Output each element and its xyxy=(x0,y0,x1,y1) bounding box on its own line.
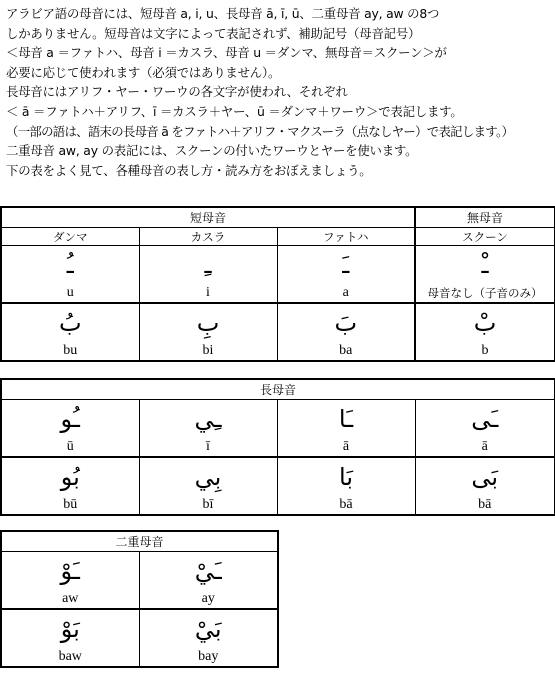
ba-reading: ba xyxy=(277,342,415,361)
long-a-alif-reading: ā xyxy=(277,438,415,457)
bay-reading: bay xyxy=(139,648,278,667)
intro-line-6: ＜ ā ＝ファトハ＋アリフ、ī ＝カスラ＋ヤー、ū ＝ダンマ＋ワーウ＞で表記します。 xyxy=(6,103,463,119)
ay-reading: ay xyxy=(139,590,278,609)
baa-maqsura-form: بَى xyxy=(471,463,499,491)
long-i-mark: ـِي xyxy=(194,405,222,433)
long-a-maqsura-reading: ā xyxy=(415,438,555,457)
diphthong-table xyxy=(0,530,279,668)
intro-line-4: 必要に応じて使われます（必須ではありません）。 xyxy=(6,64,281,80)
long-vowel-table xyxy=(0,378,555,516)
short-vowel-header: 短母音 xyxy=(1,207,415,228)
bu-form: بُ xyxy=(58,309,82,337)
intro-line-2: しかありません。短母音は文字によって表記されず、補助記号（母音記号） xyxy=(6,25,421,41)
intro-text xyxy=(6,4,554,180)
sukun-mark: ـْ xyxy=(481,251,489,279)
aw-reading: aw xyxy=(1,590,139,609)
fatha-reading: a xyxy=(277,284,415,303)
buu-reading: bū xyxy=(1,496,139,515)
b-form: بْ xyxy=(473,309,497,337)
sukun-reading: 母音なし（子音のみ） xyxy=(415,284,555,303)
bi-form: بِ xyxy=(196,309,220,337)
baa-alif-reading: bā xyxy=(277,496,415,515)
baw-reading: baw xyxy=(1,648,139,667)
fatha-mark: ـَ xyxy=(342,251,350,279)
no-vowel-header: 無母音 xyxy=(415,207,555,228)
long-i-reading: ī xyxy=(139,438,277,457)
kasra-header: カスラ xyxy=(139,228,277,246)
ba-form: بَ xyxy=(334,309,358,337)
intro-line-3: ＜母音 a ＝ファトハ、母音 i ＝カスラ、母音 u ＝ダンマ、無母音＝スクーン＞が xyxy=(6,45,447,61)
bu-reading: bu xyxy=(1,342,139,361)
buu-form: بُو xyxy=(60,463,80,491)
long-u-reading: ū xyxy=(1,438,139,457)
intro-line-5: 長母音にはアリフ・ヤー・ワーウの各文字が使われ、それぞれ xyxy=(6,84,348,100)
bii-reading: bī xyxy=(139,496,277,515)
aw-mark: ـَوْ xyxy=(60,557,80,585)
diphthong-header: 二重母音 xyxy=(1,531,278,552)
kasra-reading: i xyxy=(139,284,277,303)
damma-reading: u xyxy=(1,284,139,303)
damma-mark: ـُ xyxy=(66,251,74,279)
intro-line-1: アラビア語の母音には、短母音 a, i, u、長母音 ā, ī, ū、二重母音 ay, aw の8つ xyxy=(6,6,440,21)
short-vowel-table xyxy=(0,206,555,362)
intro-line-8: 二重母音 aw, ay の表記には、スクーンの付いたワーウとヤーを使います。 xyxy=(6,143,418,159)
fatha-header: ファトハ xyxy=(277,228,415,246)
baw-form: بَوْ xyxy=(60,615,80,643)
kasra-mark: ـِ xyxy=(204,251,212,279)
b-reading: b xyxy=(415,342,555,361)
sukun-header: スクーン xyxy=(415,228,555,246)
intro-line-9: 下の表をよく見て、各種母音の表し方・読み方をおぼえましょう。 xyxy=(6,162,372,178)
bi-reading: bi xyxy=(139,342,277,361)
damma-header: ダンマ xyxy=(1,228,139,246)
ay-mark: ـَيْ xyxy=(194,557,222,585)
bay-form: بَيْ xyxy=(194,615,222,643)
long-a-maqsura-mark: ـَى xyxy=(471,405,499,433)
long-a-alif-mark: ـَا xyxy=(338,405,354,433)
long-vowel-header: 長母音 xyxy=(1,379,555,400)
intro-line-7: （一部の語は、語末の長母音 ā をファトハ＋アリフ・マクスーラ（点なしヤー）で表記します。） xyxy=(6,123,514,139)
baa-alif-form: بَا xyxy=(339,463,353,491)
bii-form: بِي xyxy=(194,463,222,491)
long-u-mark: ـُو xyxy=(60,405,80,433)
baa-maqsura-reading: bā xyxy=(415,496,555,515)
